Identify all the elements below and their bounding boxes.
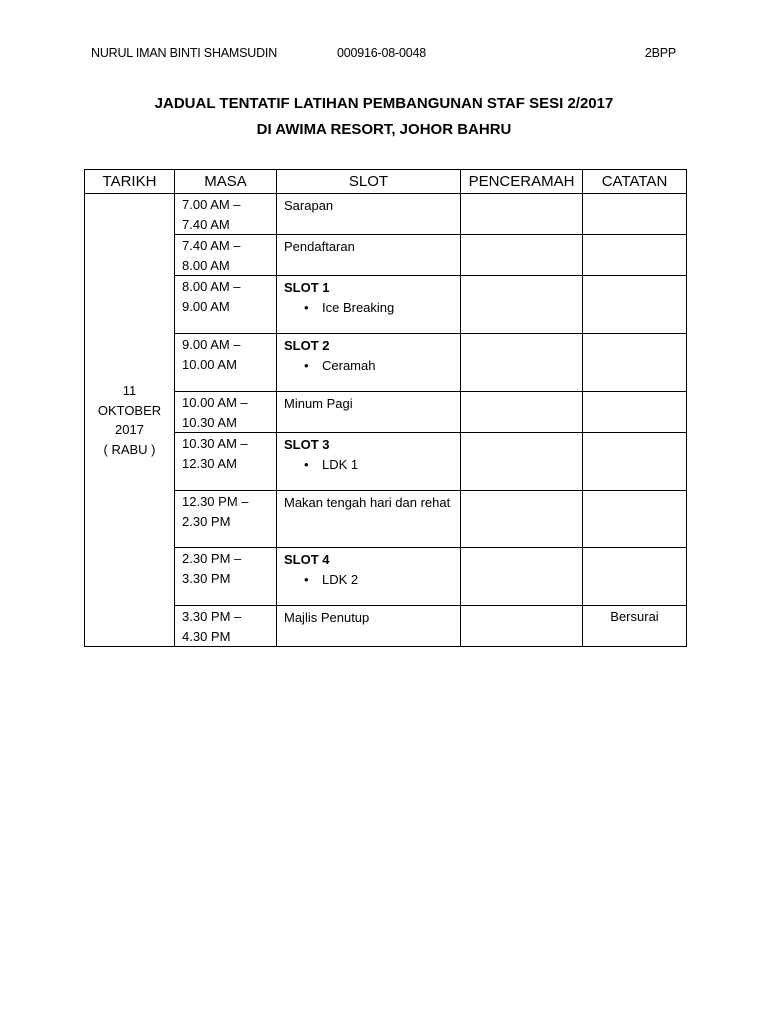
document-title: JADUAL TENTATIF LATIHAN PEMBANGUNAN STAF SESI 2/2017 — [154, 95, 614, 112]
date-weekday: ( RABU ) — [103, 441, 156, 457]
slot-title: SLOT 4 — [284, 552, 330, 567]
date-cell — [85, 194, 175, 647]
date-day: 11 — [122, 383, 137, 398]
table-row — [85, 392, 687, 433]
time-cell: 10.30 AM – 12.30 AM — [175, 433, 277, 491]
time-cell: 7.40 AM – 8.00 AM — [175, 235, 277, 276]
notes-cell — [583, 276, 687, 334]
table-row — [85, 548, 687, 606]
speaker-cell — [461, 548, 583, 606]
slot-title: SLOT 2 — [284, 338, 330, 353]
slot-text: Majlis Penutup — [284, 610, 370, 625]
speaker-cell — [461, 276, 583, 334]
speaker-cell — [461, 392, 583, 433]
speaker-cell — [461, 334, 583, 392]
slot-cell — [277, 491, 461, 548]
col-header-tarikh: TARIKH — [85, 170, 175, 194]
time-cell: 3.30 PM – 4.30 PM — [175, 606, 277, 647]
speaker-cell — [461, 433, 583, 491]
notes-cell — [583, 235, 687, 276]
time-cell: 2.30 PM – 3.30 PM — [175, 548, 277, 606]
slot-cell — [277, 548, 461, 606]
speaker-cell — [461, 194, 583, 235]
speaker-cell — [461, 606, 583, 647]
time-cell: 10.00 AM – 10.30 AM — [175, 392, 277, 433]
time-cell: 9.00 AM – 10.00 AM — [175, 334, 277, 392]
slot-text: Sarapan — [284, 198, 334, 213]
slot-text: Pendaftaran — [284, 239, 355, 254]
table-row — [85, 194, 687, 235]
table-row — [85, 433, 687, 491]
col-header-masa: MASA — [175, 170, 277, 194]
table-row — [85, 334, 687, 392]
notes-cell — [583, 194, 687, 235]
speaker-cell — [461, 235, 583, 276]
slot-item: • LDK 1 — [322, 455, 454, 475]
time-cell: 8.00 AM – 9.00 AM — [175, 276, 277, 334]
col-header-slot: SLOT — [277, 170, 461, 194]
slot-cell — [277, 276, 461, 334]
slot-cell — [277, 235, 461, 276]
slot-text: Makan tengah hari dan rehat — [284, 495, 451, 510]
slot-title: SLOT 3 — [284, 437, 330, 452]
time-cell: 7.00 AM – 7.40 AM — [175, 194, 277, 235]
slot-cell — [277, 606, 461, 647]
table-row — [85, 235, 687, 276]
slot-text: Minum Pagi — [284, 396, 353, 411]
table-row — [85, 491, 687, 548]
table-row — [85, 276, 687, 334]
col-header-catatan: CATATAN — [583, 170, 687, 194]
notes-cell — [583, 491, 687, 548]
notes-cell — [583, 548, 687, 606]
class-code: 2BPP — [644, 46, 676, 60]
time-cell: 12.30 PM – 2.30 PM — [175, 491, 277, 548]
slot-cell — [277, 334, 461, 392]
schedule-table — [84, 169, 687, 647]
date-year: 2017 — [115, 422, 144, 437]
slot-item: • Ceramah — [322, 356, 454, 376]
table-header-row — [85, 170, 687, 194]
document-subtitle: DI AWIMA RESORT, JOHOR BAHRU — [256, 121, 512, 138]
table-row — [85, 606, 687, 647]
slot-cell — [277, 194, 461, 235]
slot-title: SLOT 1 — [284, 280, 330, 295]
slot-cell — [277, 433, 461, 491]
notes-cell — [583, 334, 687, 392]
slot-item: • Ice Breaking — [322, 298, 454, 318]
student-name: NURUL IMAN BINTI SHAMSUDIN — [91, 46, 278, 60]
ic-number: 000916-08-0048 — [337, 46, 426, 60]
date-month: OKTOBER — [97, 402, 162, 418]
notes-cell — [583, 392, 687, 433]
notes-cell: Bersurai — [583, 606, 687, 647]
slot-item: • LDK 2 — [322, 570, 454, 590]
speaker-cell — [461, 491, 583, 548]
slot-cell — [277, 392, 461, 433]
notes-cell — [583, 433, 687, 491]
col-header-penceramah: PENCERAMAH — [461, 170, 583, 194]
